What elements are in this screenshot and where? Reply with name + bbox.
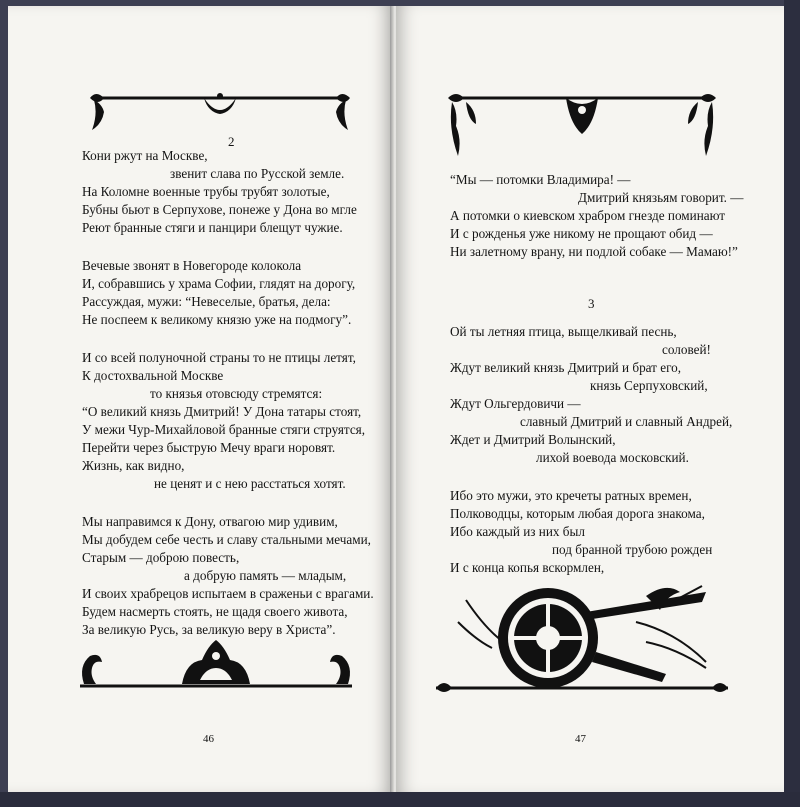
poem-line: Дмитрий князьям говорит. —	[578, 190, 744, 205]
poem-line: Ой ты летняя птица, выщелкивай песнь,	[450, 324, 677, 339]
poem-line: За великую Русь, за великую веру в Христа”.	[82, 622, 336, 637]
poem-line: князь Серпуховский,	[590, 378, 708, 393]
poem-line: На Коломне военные трубы трубят золотые,	[82, 184, 330, 199]
book-cover-edge	[784, 0, 800, 807]
poem-line: И своих храбрецов испытаем в сраженьи с врагами.	[82, 586, 374, 601]
bottom-ornament	[74, 628, 358, 692]
poem-line: Мы направимся к Дону, отвагою мир удивим,	[82, 514, 338, 529]
poem-line: А потомки о киевском храбром гнезде поминают	[450, 208, 726, 223]
top-ornament-left	[84, 88, 356, 136]
poem-line: И, собравшись у храма Софии, глядят на дорогу,	[82, 276, 356, 291]
poem-line: Бубны бьют в Серпухове, понеже у Дона во мгле	[82, 202, 357, 217]
poem-line: Будем насмерть стоять, не щадя своего живота,	[82, 604, 348, 619]
poem-line: Ждет и Дмитрий Волынский,	[450, 432, 616, 447]
poem-line: Ждут Ольгердовичи —	[450, 396, 581, 411]
poem-line: Жизнь, как видно,	[82, 458, 185, 473]
book-bottom-edge	[0, 792, 800, 807]
page-number: 47	[575, 733, 586, 745]
poem-line: Кони ржут на Москве,	[82, 148, 208, 163]
poem-line: Полководцы, которым любая дорога знакома,	[450, 506, 705, 521]
poem-line: Не поспеем к великому князю уже на подмогу”.	[82, 312, 352, 327]
poem-line: Ибо это мужи, это кречеты ратных времен,	[450, 488, 692, 503]
poem-line: Вечевые звонят в Новегороде колокола	[82, 258, 302, 273]
poem-line: Реют бранные стяги и панцири блещут чужие.	[82, 220, 343, 235]
poem-line: И с конца копья вскормлен,	[450, 560, 605, 575]
poem-line: “Мы — потомки Владимира! —	[450, 172, 631, 187]
poem-line: Перейти через быструю Мечу враги норовят.	[82, 440, 336, 455]
poem-line: И со всей полуночной страны то не птицы летят,	[82, 350, 356, 365]
poem-line: не ценят и с нею расстаться хотят.	[154, 476, 346, 491]
page-number: 46	[203, 733, 214, 745]
poem-line: под бранной трубою рожден	[552, 542, 713, 557]
poem-line: Ни залетному врану, ни подлой собаке — Мамаю!”	[450, 244, 738, 259]
section-number: 3	[588, 296, 595, 311]
poem-line: К достохвальной Москве	[82, 368, 224, 383]
poem-line: соловей!	[662, 342, 711, 357]
poem-line: “О великий князь Дмитрий! У Дона татары стоят,	[82, 404, 362, 419]
poem-line: Ждут великий князь Дмитрий и брат его,	[450, 360, 682, 375]
poem-line: Рассуждая, мужи: “Невеселые, братья, дела:	[82, 294, 331, 309]
poem-line: а добрую память — младым,	[184, 568, 347, 583]
poem-line: лихой воевода московский.	[536, 450, 689, 465]
poem-line: И с рожденья уже никому не прощают обид —	[450, 226, 713, 241]
shield-weapons-illustration	[436, 582, 728, 694]
section-number: 2	[228, 134, 235, 149]
poem-line: Ибо каждый из них был	[450, 524, 585, 539]
poem-line: славный Дмитрий и славный Андрей,	[520, 414, 733, 429]
poem-line: то князья отовсюду стремятся:	[150, 386, 323, 401]
poem-line: Старым — доброю повесть,	[82, 550, 240, 565]
top-ornament-right	[442, 88, 722, 160]
poem-line: Мы добудем себе честь и славу стальными мечами,	[82, 532, 371, 547]
poem-line: звенит слава по Русской земле.	[170, 166, 345, 181]
poem-line: У межи Чур-Михайловой бранные стяги струятся,	[82, 422, 366, 437]
